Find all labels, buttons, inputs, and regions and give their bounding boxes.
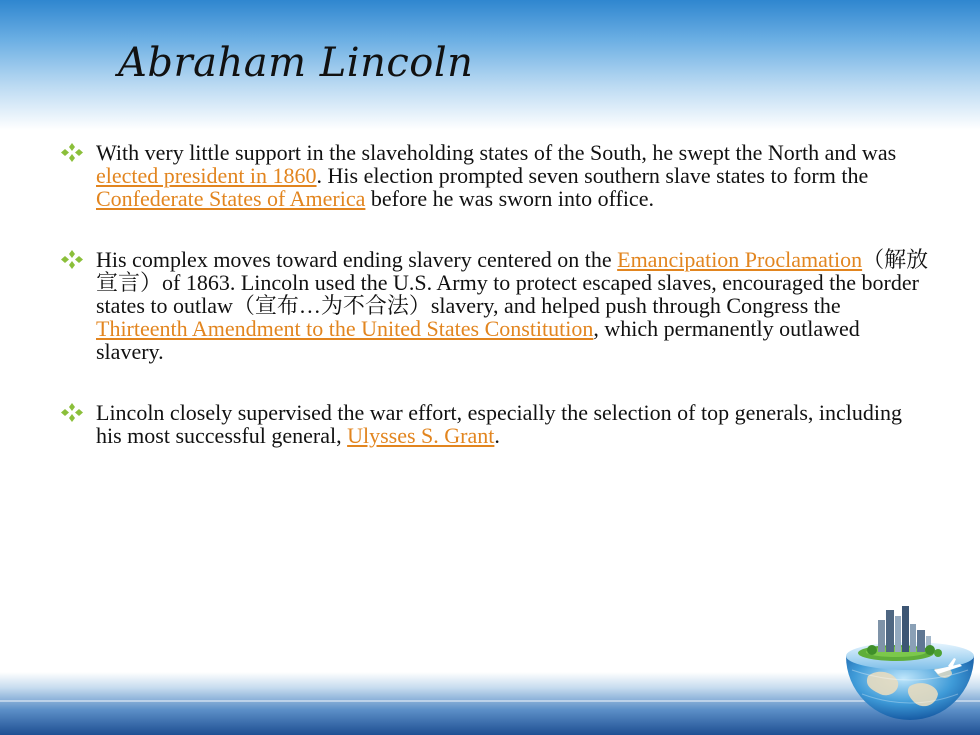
slide-title: Abraham Lincoln [118, 40, 474, 86]
bullet-text: Lincoln closely supervised the war effort, especially the selection of top generals, including his most successful general, [96, 400, 903, 448]
globe-city-icon [838, 598, 978, 735]
footer-gradient-band [0, 672, 980, 735]
bullet-text: （解放宣言）of 1863. Lincoln used the U.S. Army to protect escaped slaves, encouraged the border states to outlaw（宣布…为不合法）slavery, and helped push through Congress the [96, 247, 929, 318]
diamond-bullet-icon [60, 401, 84, 424]
bullet-text: , which permanently outlawed slavery. [96, 316, 860, 364]
bullet-text: With very little support in the slaveholding states of the South, he swept the North and was [96, 140, 897, 165]
footer-divider [0, 700, 980, 702]
link-thirteenth-amendment[interactable]: Thirteenth Amendment to the United States Constitution [96, 316, 594, 341]
diamond-bullet-icon [60, 141, 84, 164]
link-elected-president-1860[interactable]: elected president in 1860 [96, 163, 317, 188]
link-ulysses-s-grant[interactable]: Ulysses S. Grant [347, 423, 495, 448]
bullet-list [60, 141, 930, 485]
link-emancipation-proclamation[interactable]: Emancipation Proclamation [617, 247, 863, 272]
bullet-text: . His election prompted seven southern slave states to form the [316, 163, 869, 188]
bullet-text: . [494, 423, 500, 448]
bullet-text: before he was sworn into office. [365, 186, 654, 211]
bullet-item [60, 141, 930, 210]
bullet-item [60, 248, 930, 363]
bullet-item [60, 401, 930, 447]
link-confederate-states[interactable]: Confederate States of America [96, 186, 366, 211]
diamond-bullet-icon [60, 248, 84, 271]
bullet-text: His complex moves toward ending slavery centered on the [96, 247, 618, 272]
